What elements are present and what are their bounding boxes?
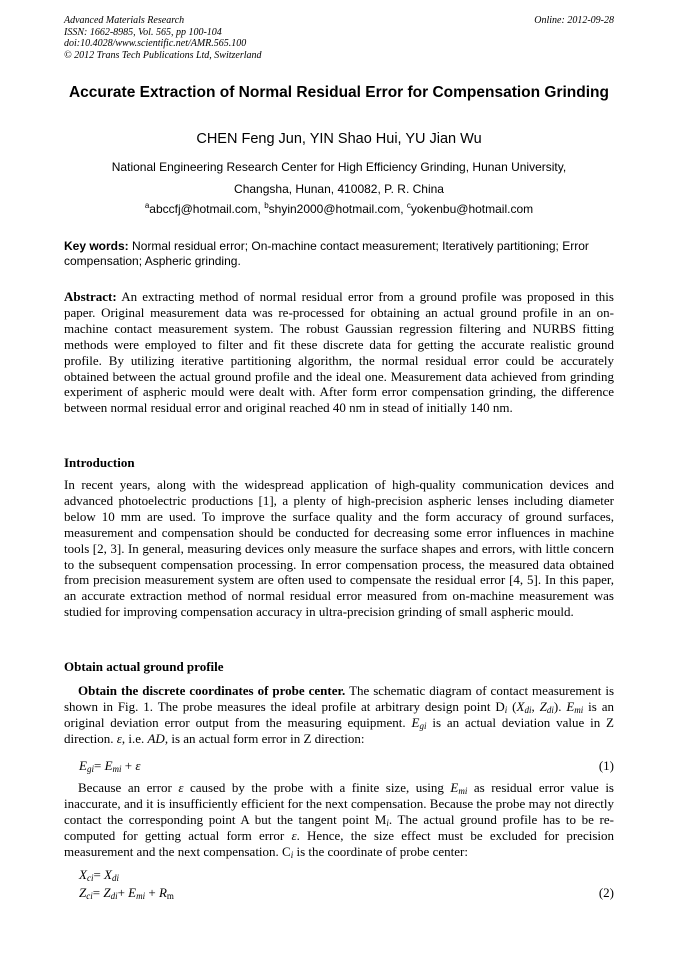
eq1-plus: + [121,758,136,773]
probe-text-5: is an original deviation error output from the measuring equipment. [64,698,614,730]
doi-line: doi:10.4028/www.scientific.net/AMR.565.100 [64,38,247,49]
email-a-marker: a [144,201,150,210]
eq2b-r-sub: m [166,891,174,901]
introduction-paragraph: In recent years, along with the widespread application of high-quality communication devices and advanced photoelectric productions [1], a plenty of high-precision aspheric lenses including diameter below 10 mm are used. To improve the surface quality and the form accuracy of ground surfaces, measurement and compensation should be conducted for decreasing some error influences in machine tools [2, 3]. In general, measuring devices only measure the surface shapes and errors, with little concern to the subsequent compensation processing. In error compensation process, the measured data obtained from precision measurement system are often used to compensate the residual error [4, 5]. In this paper, an accurate extraction method of normal residual error measured from on-machine measurement was studied for improving compensation accuracy in ultra-precision grinding of small aspheric mould. [64,477,614,620]
keywords-text: Normal residual error; On-machine contact measurement; Iteratively partitioning; Error compensation; Aspheric grinding. [64,239,589,268]
eq1-e-sub: mi [112,764,122,774]
online-date: Online: 2012-09-28 [534,15,614,26]
eq2a-x: X [79,867,87,882]
affiliation [64,156,614,200]
email-a: abccfj@hotmail.com, [149,202,261,216]
probe-text-3: , [531,698,540,714]
err-sym-eps-1: ε [178,780,184,795]
eq2b-z: Z [79,885,87,900]
abstract [64,289,614,416]
sym-i: i [504,704,508,715]
sym-em: E [566,698,575,714]
email-c: yokenbu@hotmail.com [410,202,534,216]
probe-text-8: , is an actual form error in Z direction: [164,730,365,746]
probe-text-7: , i.e. [121,730,148,746]
eq2b-zd: Z [103,885,111,900]
affiliation-line-2: Changsha, Hunan, 410082, P. R. China [234,182,444,196]
probe-text-4: ). [553,698,567,714]
eq2a-x-sub: ci [86,873,94,883]
affiliation-line-1: National Engineering Research Center for High Efficiency Grinding, Hunan University, [111,160,567,174]
err-text-5: . Hence, the size effect must be excluded for precision measurement and the next compensation. C [64,827,614,859]
probe-text-6: is an actual deviation value in Z direction. [64,714,614,746]
err-sym-ci-i: i [290,849,294,860]
equation-2-line-2 [79,885,174,901]
eq2b-equals: = [92,885,104,900]
err-text-4: . The actual ground profile has to be re-computed for getting actual form error [64,811,614,843]
eq2b-zd-sub: di [110,891,118,901]
email-c-marker: c [406,201,411,210]
sym-eg-sub: gi [419,720,427,731]
eq2b-plus-2: + [145,885,159,900]
probe-text-1: The schematic diagram of contact measurement is shown in Fig. 1. The probe measures the ideal profile at arbitrary design point D [64,683,615,714]
keywords-label: Key words: [64,239,129,253]
eq2a-rx: X [104,867,112,882]
sym-xd: X [516,698,525,714]
eq1-lhs: E [79,758,87,773]
eq1-e: E [104,758,113,773]
sym-ad: AD [147,730,165,746]
eq2b-r: R [158,885,167,900]
keywords [64,239,614,269]
journal-header [64,15,614,61]
probe-subheading: Obtain the discrete coordinates of probe center. [78,683,346,698]
sym-xd-sub: di [524,704,532,715]
sym-zd-sub: di [546,704,554,715]
eq1-lhs-sub: gi [86,764,94,774]
eq1-equals: = [93,758,105,773]
err-sym-eps-2: ε [291,827,297,843]
author-emails [64,201,614,217]
email-b-marker: b [264,201,269,210]
copyright-line: © 2012 Trans Tech Publications Ltd, Switzerland [64,49,262,61]
author-list: CHEN Feng Jun, YIN Shao Hui, YU Jian Wu [196,131,482,147]
section-heading-obtain-profile: Obtain actual ground profile [64,659,224,674]
err-text-6: is the coordinate of probe center: [293,843,468,859]
eq2b-z-sub: ci [86,891,93,901]
sym-zd: Z [539,698,547,714]
email-b: shyin2000@hotmail.com, [268,202,404,216]
sym-eps: ε [116,730,122,746]
sym-eg: E [411,714,420,730]
equation-1 [79,758,140,774]
eq2b-e: E [128,885,137,900]
eq2a-equals: = [93,867,105,882]
abstract-label: Abstract: [64,289,117,304]
abstract-text: An extracting method of normal residual error from a ground profile was proposed in this paper. Original measurement data was re-processed for obtaining an actual ground profile in an on-machine contact measurement system. The robust Gaussian regression filtering and NURBS fitting methods were employed to filter and fit these discrete data for getting the accurate realistic ground profile. By utilizing iterative partitioning algorithm, the normal residual error could be accurately obtained between the actual ground profile and the ideal one. Measurement data achieved from grinding experiment of aspheric mould were dealt with. After form error compensation grinding, the difference between normal residual error and original reached 40 nm in stead of initially 140 nm. [64,289,614,416]
paper-title: Accurate Extraction of Normal Residual Error for Compensation Grinding [68,84,609,101]
equation-1-number: (1) [598,758,614,773]
eq2a-rx-sub: di [112,873,120,883]
eq2b-e-sub: mi [136,891,146,901]
err-sym-em-sub: mi [458,786,468,796]
err-sym-em: E [450,780,459,795]
probe-text-2: ( [512,698,517,714]
error-paragraph [64,780,614,860]
probe-paragraph [64,683,614,747]
err-text-1: Because an error [78,780,179,795]
introduction-heading: Introduction [64,455,135,470]
equation-2-line-1 [79,867,119,883]
sym-em-sub: mi [574,704,584,715]
err-text-2: caused by the probe with a finite size, using [183,780,451,795]
issn-line: ISSN: 1662-8985, Vol. 565, pp 100-104 [64,26,222,38]
err-sym-mi-i: i [386,817,389,828]
err-text-3: as residual error value is inaccurate, and it is insufficiently efficient for the next compensation. Because the probe may not directly contact the corresponding point A but the tangent point M [64,780,614,827]
journal-name: Advanced Materials Research [64,15,185,26]
eq2b-plus-1: + [117,885,129,900]
equation-2-number: (2) [598,885,614,900]
eq1-eps: ε [135,758,141,773]
